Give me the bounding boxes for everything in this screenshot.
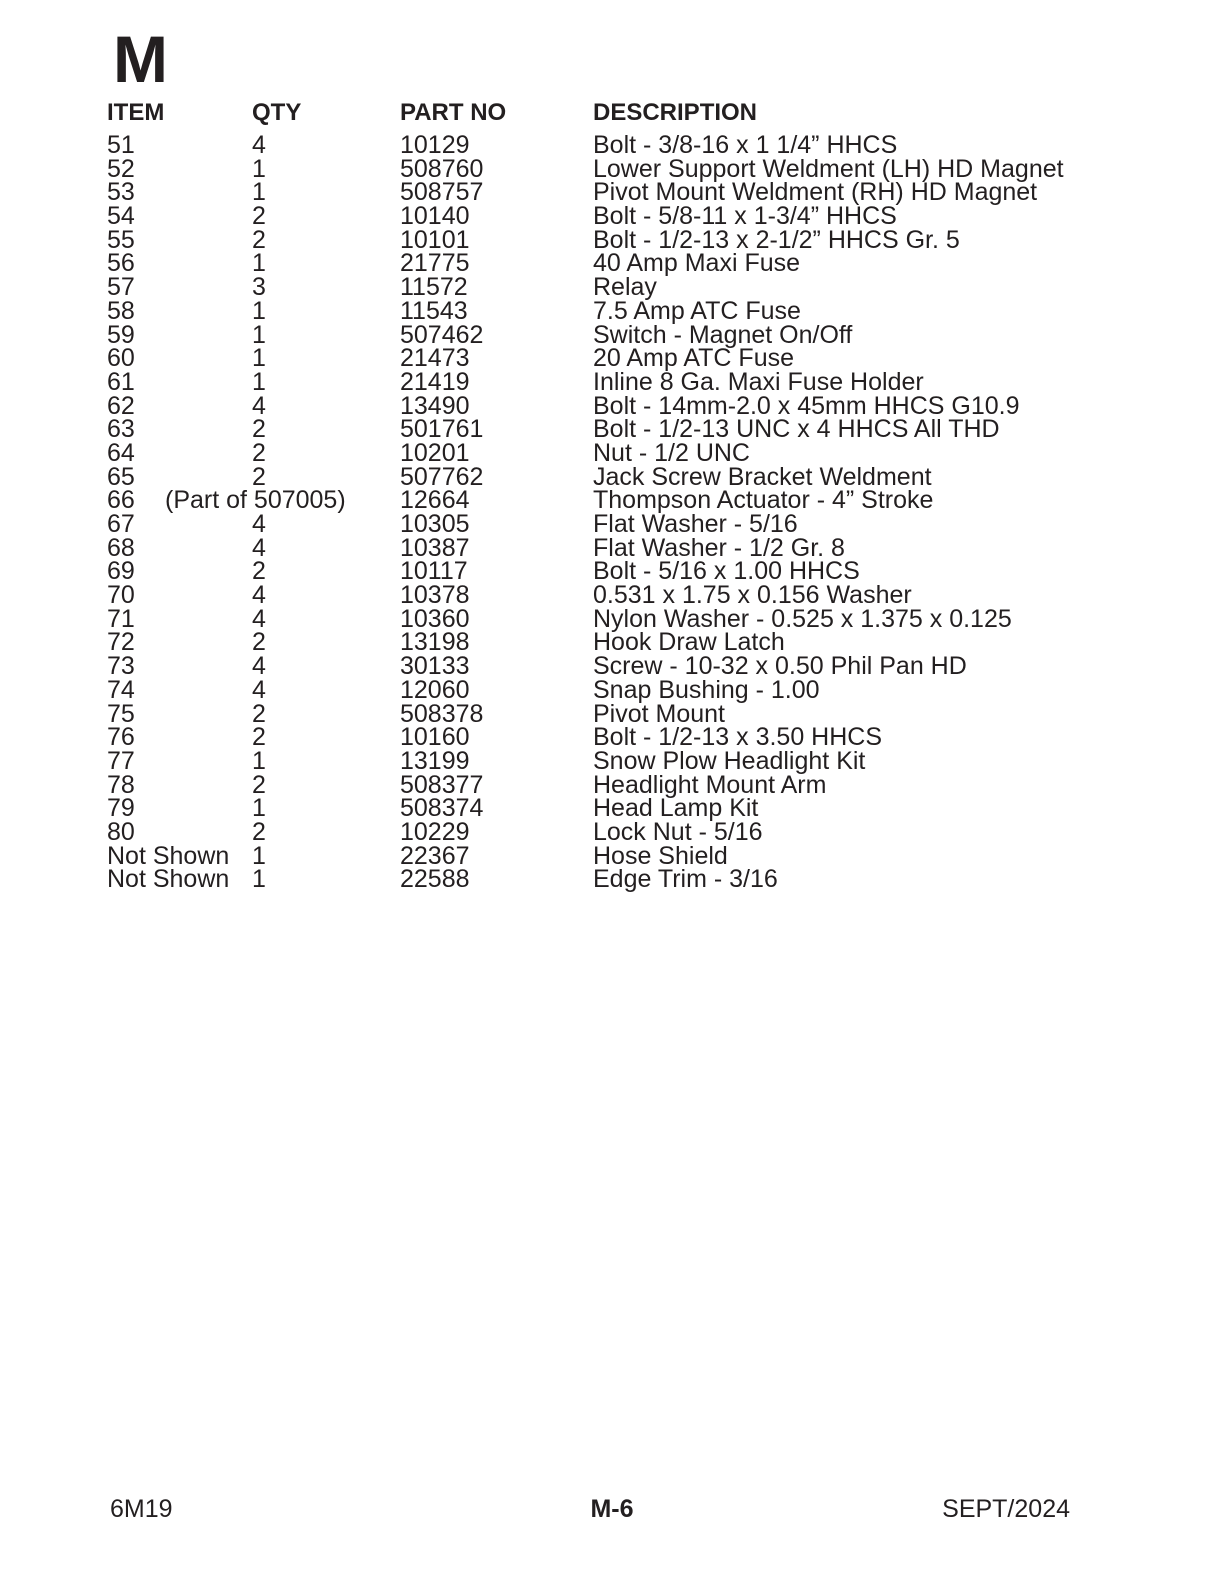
cell-qty: 2 [252,723,266,752]
table-row [107,296,1107,325]
cell-description: Bolt - 1/2-13 x 2-1/2” HHCS Gr. 5 [593,225,960,254]
cell-description: 7.5 Amp ATC Fuse [593,296,801,325]
cell-part-no: 12060 [400,675,470,704]
cell-part-no: 10229 [400,817,470,846]
cell-part-no: 508374 [400,794,484,823]
cell-item: 63 [107,415,135,444]
cell-part-no: 13199 [400,746,470,775]
cell-part-no: 508757 [400,178,484,207]
cell-item: 64 [107,438,135,467]
cell-description: Head Lamp Kit [593,794,759,823]
cell-description: Hook Draw Latch [593,628,785,657]
cell-part-no: 13490 [400,391,470,420]
cell-qty: 2 [252,817,266,846]
cell-qty: 3 [252,273,266,302]
cell-description: Edge Trim - 3/16 [593,865,778,894]
cell-part-no: 508377 [400,770,484,799]
cell-qty: 4 [252,652,266,681]
cell-description: Bolt - 5/8-11 x 1-3/4” HHCS [593,202,897,231]
cell-qty: 2 [252,628,266,657]
cell-item: 52 [107,154,135,183]
cell-description: 0.531 x 1.75 x 0.156 Washer [593,581,912,610]
page-footer [0,1494,1224,1534]
cell-item: 73 [107,652,135,681]
cell-qty: 1 [252,249,266,278]
cell-part-no: 22588 [400,865,470,894]
column-header-item: ITEM [107,99,165,126]
cell-part-no: 22367 [400,841,470,870]
cell-description: Bolt - 5/16 x 1.00 HHCS [593,557,860,586]
cell-part-no: 10140 [400,202,470,231]
table-header-row [107,100,1107,134]
cell-part-no: 508378 [400,699,484,728]
cell-part-no: 10160 [400,723,470,752]
cell-part-no: 13198 [400,628,470,657]
cell-part-no: 10101 [400,225,470,254]
cell-description: Bolt - 1/2-13 UNC x 4 HHCS All THD [593,415,1000,444]
cell-description: Jack Screw Bracket Weldment [593,462,932,491]
cell-item: 59 [107,320,135,349]
cell-part-no: 10305 [400,510,470,538]
column-header-description: DESCRIPTION [593,99,758,126]
cell-part-no: 12664 [400,486,470,515]
cell-item: 57 [107,273,135,302]
cell-qty: 1 [252,344,266,373]
cell-qty: 2 [252,438,266,467]
cell-description: Bolt - 1/2-13 x 3.50 HHCS [593,723,883,752]
cell-description: Bolt - 14mm-2.0 x 45mm HHCS G10.9 [593,391,1020,420]
cell-part-no: 10117 [400,557,468,586]
table-row [107,746,1107,775]
cell-qty: 2 [252,699,266,728]
cell-item: 75 [107,699,135,728]
cell-description: Nut - 1/2 UNC [593,438,750,467]
cell-description: Snow Plow Headlight Kit [593,746,866,775]
table-row [107,367,1107,396]
cell-qty: 1 [252,154,266,183]
cell-qty: 1 [252,296,266,325]
cell-description: Pivot Mount [593,699,726,728]
cell-item: 65 [107,462,135,491]
cell-description: Bolt - 3/8-16 x 1 1/4” HHCS [593,131,898,159]
cell-item: 71 [107,604,135,633]
cell-part-no: 21419 [400,367,470,396]
cell-qty: 2 [252,415,266,444]
cell-item: 66 [107,486,135,515]
cell-item: 56 [107,249,135,278]
column-header-qty: QTY [252,99,302,126]
cell-qty: 1 [252,178,266,207]
cell-part-no: 10378 [400,581,470,610]
cell-description: Lock Nut - 5/16 [593,817,763,846]
cell-part-no: 21473 [400,344,470,373]
cell-part-no: 21775 [400,249,470,278]
table-body [107,131,1107,894]
cell-item: 74 [107,675,135,704]
footer-page-number: M-6 [590,1495,634,1523]
cell-description: Nylon Washer - 0.525 x 1.375 x 0.125 [593,604,1012,633]
cell-part-no: 11543 [400,296,468,325]
cell-item: Not Shown [107,865,230,894]
cell-qty: 1 [252,320,266,349]
cell-description: Flat Washer - 5/16 [593,510,798,538]
cell-item: 77 [107,746,135,775]
table-row [107,675,1107,704]
cell-part-no: 10360 [400,604,470,633]
cell-item: 62 [107,391,135,420]
cell-qty: 2 [252,557,266,586]
cell-part-no: 501761 [400,415,484,444]
cell-part-no: 507762 [400,462,484,491]
cell-item: Not Shown [107,841,230,870]
cell-item: 58 [107,296,135,325]
cell-part-no: 10201 [400,438,470,467]
cell-description: Headlight Mount Arm [593,770,827,799]
cell-qty: 2 [252,770,266,799]
cell-description: Lower Support Weldment (LH) HD Magnet [593,154,1064,183]
cell-item: 72 [107,628,135,657]
cell-item: 53 [107,178,135,207]
cell-part-no: 10387 [400,533,470,562]
cell-item: 60 [107,344,135,373]
cell-description: Thompson Actuator - 4” Stroke [593,486,934,515]
cell-part-no: 10129 [400,131,470,159]
column-header-part-no: PART NO [400,99,507,126]
cell-qty: 4 [252,533,266,562]
cell-item: 61 [107,367,135,396]
parts-table [107,100,1107,892]
cell-description: Relay [593,273,657,302]
cell-qty: 1 [252,794,266,823]
cell-qty: 4 [252,675,266,704]
cell-qty: 1 [252,841,266,870]
cell-qty: 2 [252,225,266,254]
cell-description: 20 Amp ATC Fuse [593,344,795,373]
cell-item: 76 [107,723,135,752]
cell-description: Inline 8 Ga. Maxi Fuse Holder [593,367,924,396]
cell-description: 40 Amp Maxi Fuse [593,249,801,278]
footer-revision-date: SEPT/2024 [942,1495,1070,1523]
cell-part-no: 508760 [400,154,484,183]
table-row [107,865,1107,894]
cell-item: 69 [107,557,135,586]
cell-item: 80 [107,817,135,846]
cell-item: 67 [107,510,135,538]
cell-part-no: 30133 [400,652,470,681]
cell-description: Switch - Magnet On/Off [593,320,853,349]
section-letter: M [113,22,167,96]
footer-form-number: 6M19 [110,1495,173,1523]
cell-qty: 1 [252,865,266,894]
cell-item: 70 [107,581,135,610]
cell-item: 68 [107,533,135,562]
cell-item: 79 [107,794,135,823]
cell-item: 54 [107,202,135,231]
cell-qty: 4 [252,581,266,610]
cell-description: Hose Shield [593,841,728,870]
cell-item: 78 [107,770,135,799]
cell-qty: 2 [252,462,266,491]
cell-part-no: 507462 [400,320,484,349]
cell-qty: (Part of 507005) [165,486,346,515]
cell-qty: 4 [252,391,266,420]
cell-qty: 1 [252,367,266,396]
cell-qty: 2 [252,202,266,231]
cell-description: Flat Washer - 1/2 Gr. 8 [593,533,845,562]
cell-description: Pivot Mount Weldment (RH) HD Magnet [593,178,1038,207]
cell-qty: 4 [252,131,266,159]
cell-qty: 1 [252,746,266,775]
cell-description: Screw - 10-32 x 0.50 Phil Pan HD [593,652,967,681]
cell-description: Snap Bushing - 1.00 [593,675,820,704]
cell-part-no: 11572 [400,273,468,302]
cell-item: 55 [107,225,135,254]
cell-item: 51 [107,131,135,159]
cell-qty: 4 [252,604,266,633]
cell-qty: 4 [252,510,266,538]
